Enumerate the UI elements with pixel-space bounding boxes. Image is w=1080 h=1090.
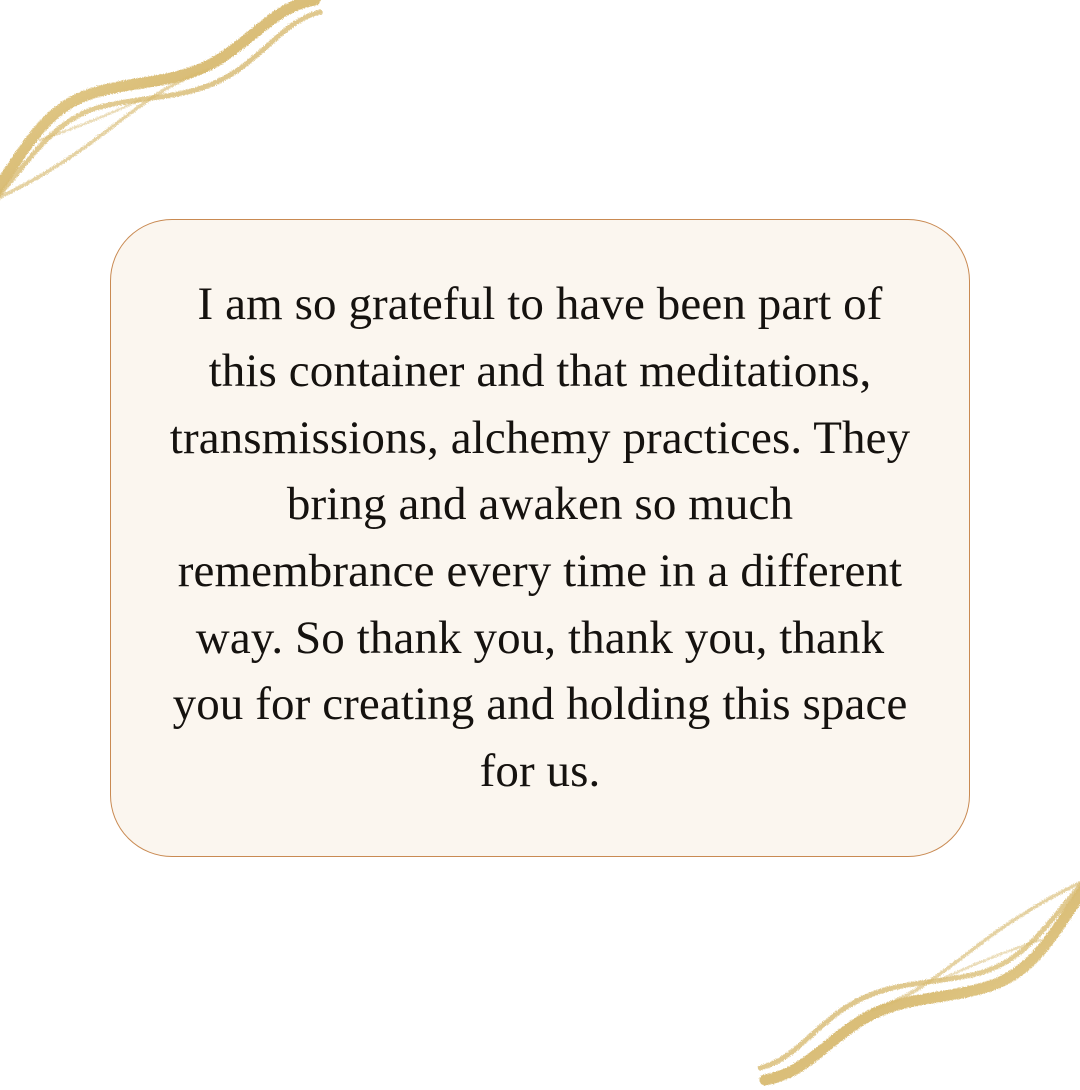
quote-text: I am so grateful to have been part of this container and that meditations, transmissions, alchemy practices. They bring and awaken so much remembrance every time in a different way. So thank you, thank you, thank you for creating and holding this space for us. bbox=[169, 278, 911, 798]
gold-swash-ornament-bottom-right bbox=[720, 850, 1080, 1090]
gold-swash-ornament-top-left bbox=[0, 0, 360, 230]
quote-card bbox=[110, 219, 970, 857]
